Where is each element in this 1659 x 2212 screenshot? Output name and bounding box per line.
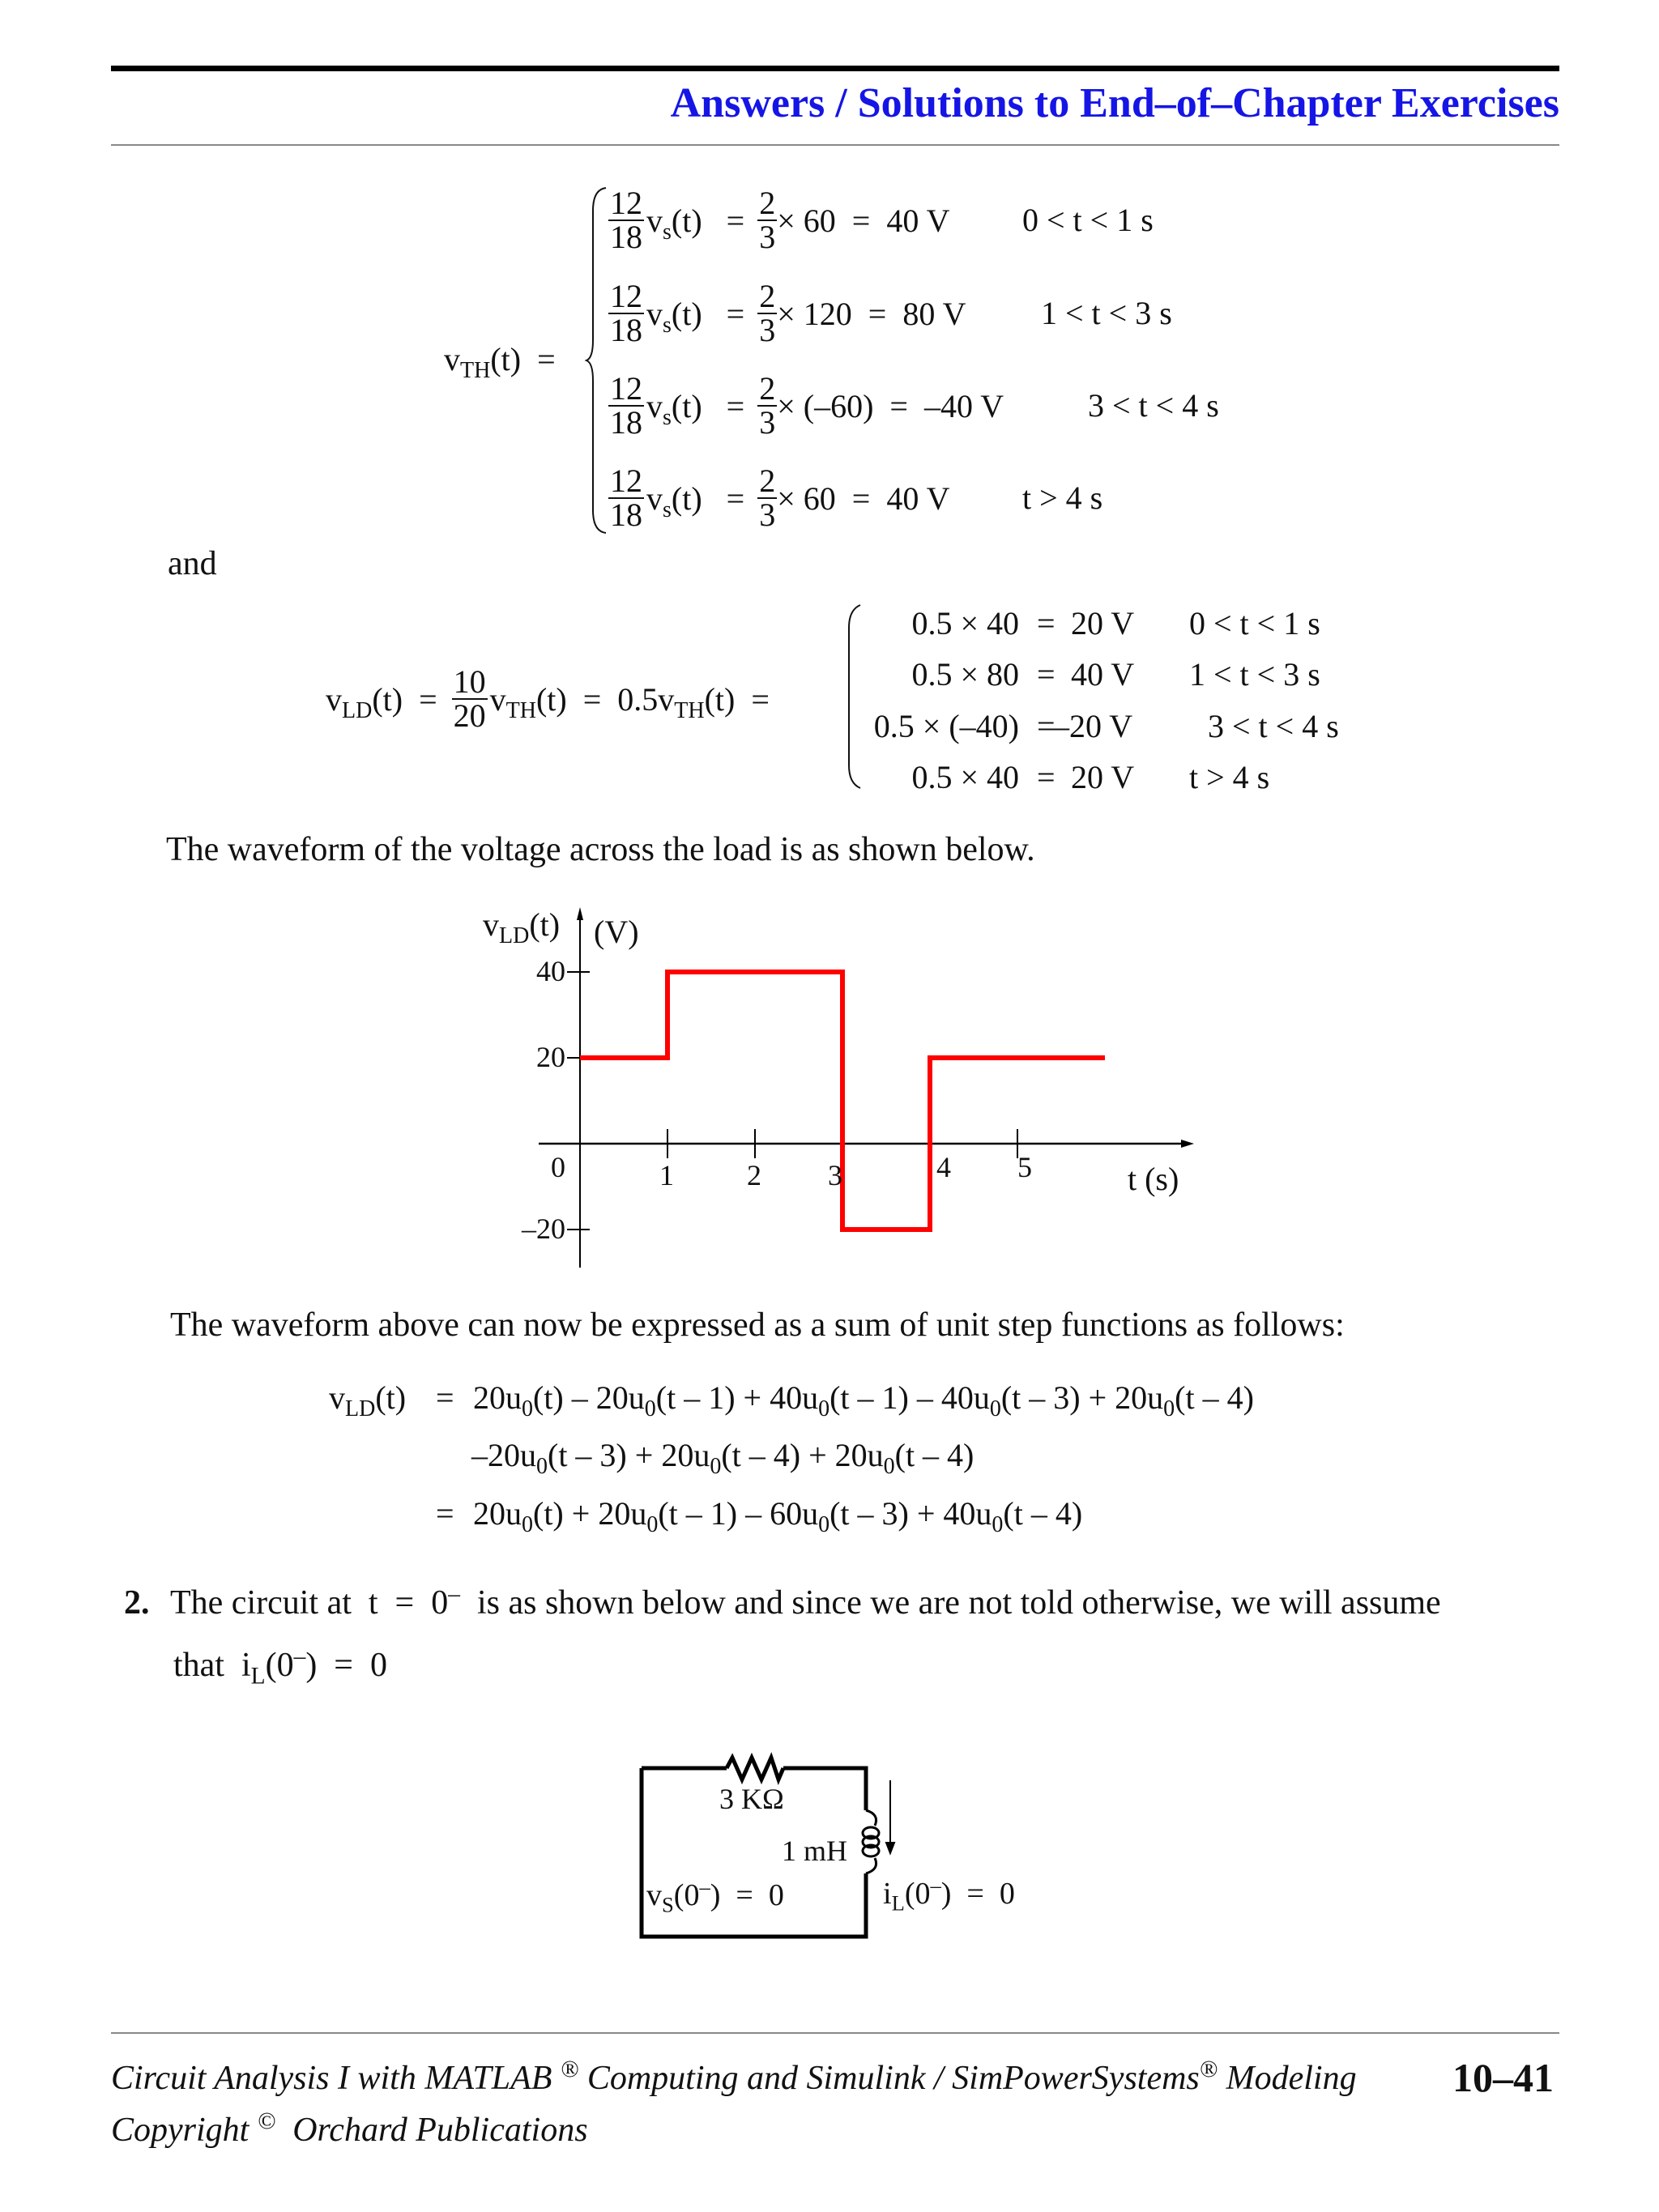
fraction <box>757 370 777 441</box>
text-segment: (t – 1) + 40u <box>655 1379 819 1416</box>
subscript: 0 <box>818 1512 830 1537</box>
text-segment: v <box>646 202 663 239</box>
value: 20 V <box>1071 605 1135 641</box>
subscript: 0 <box>646 1512 659 1537</box>
vth-row <box>606 279 966 347</box>
text-segment: i <box>883 1877 892 1911</box>
vs-function <box>646 387 702 430</box>
expression: × (–60) = –40 V <box>777 387 1004 424</box>
x-origin-label: 0 <box>551 1151 565 1183</box>
fraction <box>608 370 644 441</box>
text-segment: v <box>646 1878 662 1912</box>
fraction <box>757 280 777 347</box>
equals: = <box>726 387 745 424</box>
expression: 0.5 × (–40) <box>873 708 1019 744</box>
text-segment: (0 <box>265 1647 294 1684</box>
text-segment: (t – 4) <box>1175 1379 1254 1416</box>
y-axis-unit: (V) <box>594 914 639 950</box>
text-segment: (t) = <box>372 680 437 718</box>
text-segment: (t – 1) – 60u <box>658 1495 819 1532</box>
vth-row <box>606 372 1004 440</box>
text-segment: Orchard Publications <box>275 2112 588 2149</box>
superscript: – <box>448 1581 460 1607</box>
denominator: 18 <box>610 404 642 441</box>
expression: × 60 = 40 V <box>777 202 950 239</box>
numerator: 2 <box>759 370 776 407</box>
text-segment: (t – 1) – 40u <box>830 1379 990 1416</box>
text-segment: (t – 3) + 40u <box>830 1495 992 1532</box>
denominator: 18 <box>610 497 642 533</box>
condition: 3 < t < 4 s <box>1088 387 1219 424</box>
y-axis-arrow-icon <box>577 907 583 920</box>
subscript: 0 <box>818 1396 830 1421</box>
problem-line2 <box>173 1643 387 1690</box>
text-segment: ) = 0 <box>305 1647 387 1684</box>
paragraph-unit-step: The waveform above can now be expressed as a sum of unit step functions as follows: <box>170 1306 1345 1344</box>
subscript: LD <box>342 697 373 723</box>
subscript: 0 <box>522 1396 533 1421</box>
superscript: ® <box>1199 2056 1218 2082</box>
text-segment: Copyright <box>111 2112 258 2149</box>
subscript: 0 <box>710 1454 722 1479</box>
and-text: and <box>168 545 217 582</box>
step-eq3: = <box>436 1495 454 1532</box>
text-segment: v <box>444 341 460 377</box>
text-segment: v <box>483 906 499 943</box>
text-segment: 20u <box>473 1379 522 1416</box>
text-segment: 20u <box>473 1495 522 1532</box>
vs-function <box>646 479 702 522</box>
x-tick-label: 4 <box>936 1151 951 1183</box>
text-segment: (t) = <box>490 341 556 377</box>
inductor-label: 1 mH <box>782 1835 847 1867</box>
subscript: TH <box>505 697 536 723</box>
y-tick-label: –20 <box>522 1213 565 1245</box>
denominator: 3 <box>759 312 776 348</box>
y-tick-label: 20 <box>536 1041 565 1073</box>
subscript: TH <box>674 697 705 723</box>
current-label <box>883 1873 1015 1916</box>
step-line2 <box>471 1436 975 1479</box>
numerator: 12 <box>610 185 642 221</box>
superscript: ® <box>560 2056 579 2082</box>
x-tick-label: 2 <box>747 1159 761 1191</box>
equals: = <box>726 479 745 517</box>
text-segment: The circuit at t = 0 <box>170 1584 449 1622</box>
text-segment: v <box>646 479 663 517</box>
text-segment: (t – 4) <box>894 1437 975 1473</box>
superscript: © <box>257 2108 276 2134</box>
fraction <box>757 462 777 533</box>
expression: × 120 = 80 V <box>777 295 966 332</box>
text-segment: v <box>329 1379 345 1416</box>
value: 20 V <box>1071 759 1135 795</box>
subscript: LD <box>499 923 530 948</box>
y-axis-label <box>483 906 561 948</box>
subscript: s <box>663 497 672 522</box>
vth-row <box>606 464 950 532</box>
text-segment: Modeling <box>1218 2060 1357 2097</box>
x-tick-label: 5 <box>1017 1151 1032 1183</box>
text-segment: (0 <box>904 1877 931 1911</box>
text-segment: (t – 3) + 20u <box>548 1437 710 1473</box>
denominator: 3 <box>759 497 776 533</box>
text-segment: Computing and Simulink / SimPowerSystems <box>578 2060 1200 2097</box>
superscript: – <box>930 1873 941 1898</box>
condition: 1 < t < 3 s <box>1041 295 1172 331</box>
numerator: 10 <box>453 663 486 700</box>
footer-book-title <box>111 2056 1357 2098</box>
denominator: 18 <box>610 219 642 255</box>
subscript: L <box>891 1890 905 1916</box>
page-header-title: Answers / Solutions to End–of–Chapter Exercises <box>670 80 1559 126</box>
problem-number: 2. <box>124 1584 150 1622</box>
problem-line1 <box>170 1583 1441 1622</box>
text-segment: (t) + 20u <box>533 1495 647 1532</box>
subscript: 0 <box>644 1396 656 1421</box>
numerator: 2 <box>759 278 776 314</box>
page-number: 10–41 <box>1452 2055 1554 2100</box>
text-segment: v <box>646 295 663 332</box>
text-segment: (t – 4) + 20u <box>721 1437 884 1473</box>
expression: 0.5 × 40 <box>911 759 1019 795</box>
text-segment: (t) <box>671 479 702 517</box>
text-segment: v <box>489 680 506 718</box>
x-axis-label: t (s) <box>1128 1161 1179 1197</box>
superscript: – <box>699 1874 710 1899</box>
text-segment: (t) <box>671 387 702 424</box>
text-segment: v <box>646 387 663 424</box>
condition: t > 4 s <box>1189 759 1270 795</box>
subscript: s <box>663 312 672 338</box>
text-segment: (t) – 20u <box>533 1379 645 1416</box>
vs-function <box>646 202 702 245</box>
current-arrow-icon <box>886 1780 894 1853</box>
subscript: 0 <box>883 1454 895 1479</box>
denominator: 18 <box>610 312 642 348</box>
value: –20 V <box>1053 708 1133 744</box>
text-segment: (t – 4) <box>1003 1495 1083 1532</box>
text-segment: is as shown below and since we are not told otherwise, we will assume <box>459 1584 1441 1622</box>
vth-row <box>606 186 950 254</box>
expression: 0.5 × 40 <box>911 605 1019 641</box>
text-segment: (0 <box>673 1878 700 1912</box>
text-segment: (t) <box>529 906 561 943</box>
text-segment: –20u <box>471 1437 536 1473</box>
denominator: 3 <box>759 219 776 255</box>
circuit-diagram <box>632 1750 907 1952</box>
subscript: s <box>663 404 672 430</box>
denominator: 20 <box>453 697 486 734</box>
step-eq1: = <box>436 1379 454 1416</box>
fraction <box>608 280 644 347</box>
step-line1-lhs <box>329 1379 407 1421</box>
subscript: LD <box>345 1396 376 1421</box>
resistor-icon <box>727 1758 783 1779</box>
text-segment: that i <box>173 1647 251 1684</box>
numerator: 12 <box>610 370 642 407</box>
subscript: 0 <box>992 1512 1004 1537</box>
text-segment: (t) <box>671 202 702 239</box>
footer-copyright <box>111 2108 588 2150</box>
inductor-icon <box>863 1810 879 1873</box>
subscript: 0 <box>1163 1396 1175 1421</box>
equals: = <box>726 295 745 332</box>
resistor-label: 3 KΩ <box>719 1783 784 1815</box>
subscript: 0 <box>522 1512 533 1537</box>
subscript: 0 <box>536 1454 548 1479</box>
x-axis-arrow-icon <box>1181 1140 1194 1148</box>
numerator: 2 <box>759 462 776 499</box>
value: 40 V <box>1071 656 1135 693</box>
text-segment: (t – 3) + 20u <box>1000 1379 1164 1416</box>
expression: 0.5 × 80 <box>911 656 1019 693</box>
equals: = <box>1037 656 1056 693</box>
step-line1 <box>473 1379 1254 1421</box>
equals: = <box>1037 708 1056 744</box>
equals: = <box>726 202 745 239</box>
condition: 3 < t < 4 s <box>1208 708 1339 744</box>
equals: = <box>1037 759 1056 795</box>
subscript: s <box>663 219 672 245</box>
text-segment: ) = 0 <box>940 1877 1015 1911</box>
subscript: TH <box>460 358 491 383</box>
condition: 0 < t < 1 s <box>1022 202 1154 238</box>
condition: t > 4 s <box>1022 479 1103 516</box>
fraction <box>608 187 644 254</box>
condition: 0 < t < 1 s <box>1189 605 1320 641</box>
footer-divider <box>111 2032 1559 2034</box>
subscript: L <box>250 1663 266 1690</box>
step-line3 <box>473 1494 1083 1537</box>
text-segment: (t) = <box>704 680 770 718</box>
vs-function <box>646 295 702 338</box>
numerator: 12 <box>610 278 642 314</box>
equals: = <box>1037 605 1056 641</box>
fraction <box>608 462 644 533</box>
text-segment: ) = 0 <box>710 1878 784 1912</box>
text-segment: v <box>326 680 342 718</box>
text-segment: (t) = 0.5v <box>535 680 675 718</box>
y-tick-label: 40 <box>536 955 565 987</box>
condition: 1 < t < 3 s <box>1189 656 1320 693</box>
expression: × 60 = 40 V <box>777 479 950 517</box>
paragraph-waveform: The waveform of the voltage across the load is as shown below. <box>166 831 1035 868</box>
denominator: 3 <box>759 404 776 441</box>
x-tick-label: 1 <box>659 1159 674 1191</box>
numerator: 2 <box>759 185 776 221</box>
text-segment: (t) <box>375 1379 407 1416</box>
fraction <box>757 187 777 254</box>
x-tick-label: 3 <box>828 1159 842 1191</box>
subscript: 0 <box>989 1396 1001 1421</box>
subscript: S <box>662 1892 674 1917</box>
text-segment: (t) <box>671 295 702 332</box>
superscript: – <box>293 1643 306 1669</box>
text-segment: Circuit Analysis I with MATLAB <box>111 2060 561 2097</box>
source-label <box>646 1874 784 1917</box>
numerator: 12 <box>610 462 642 499</box>
